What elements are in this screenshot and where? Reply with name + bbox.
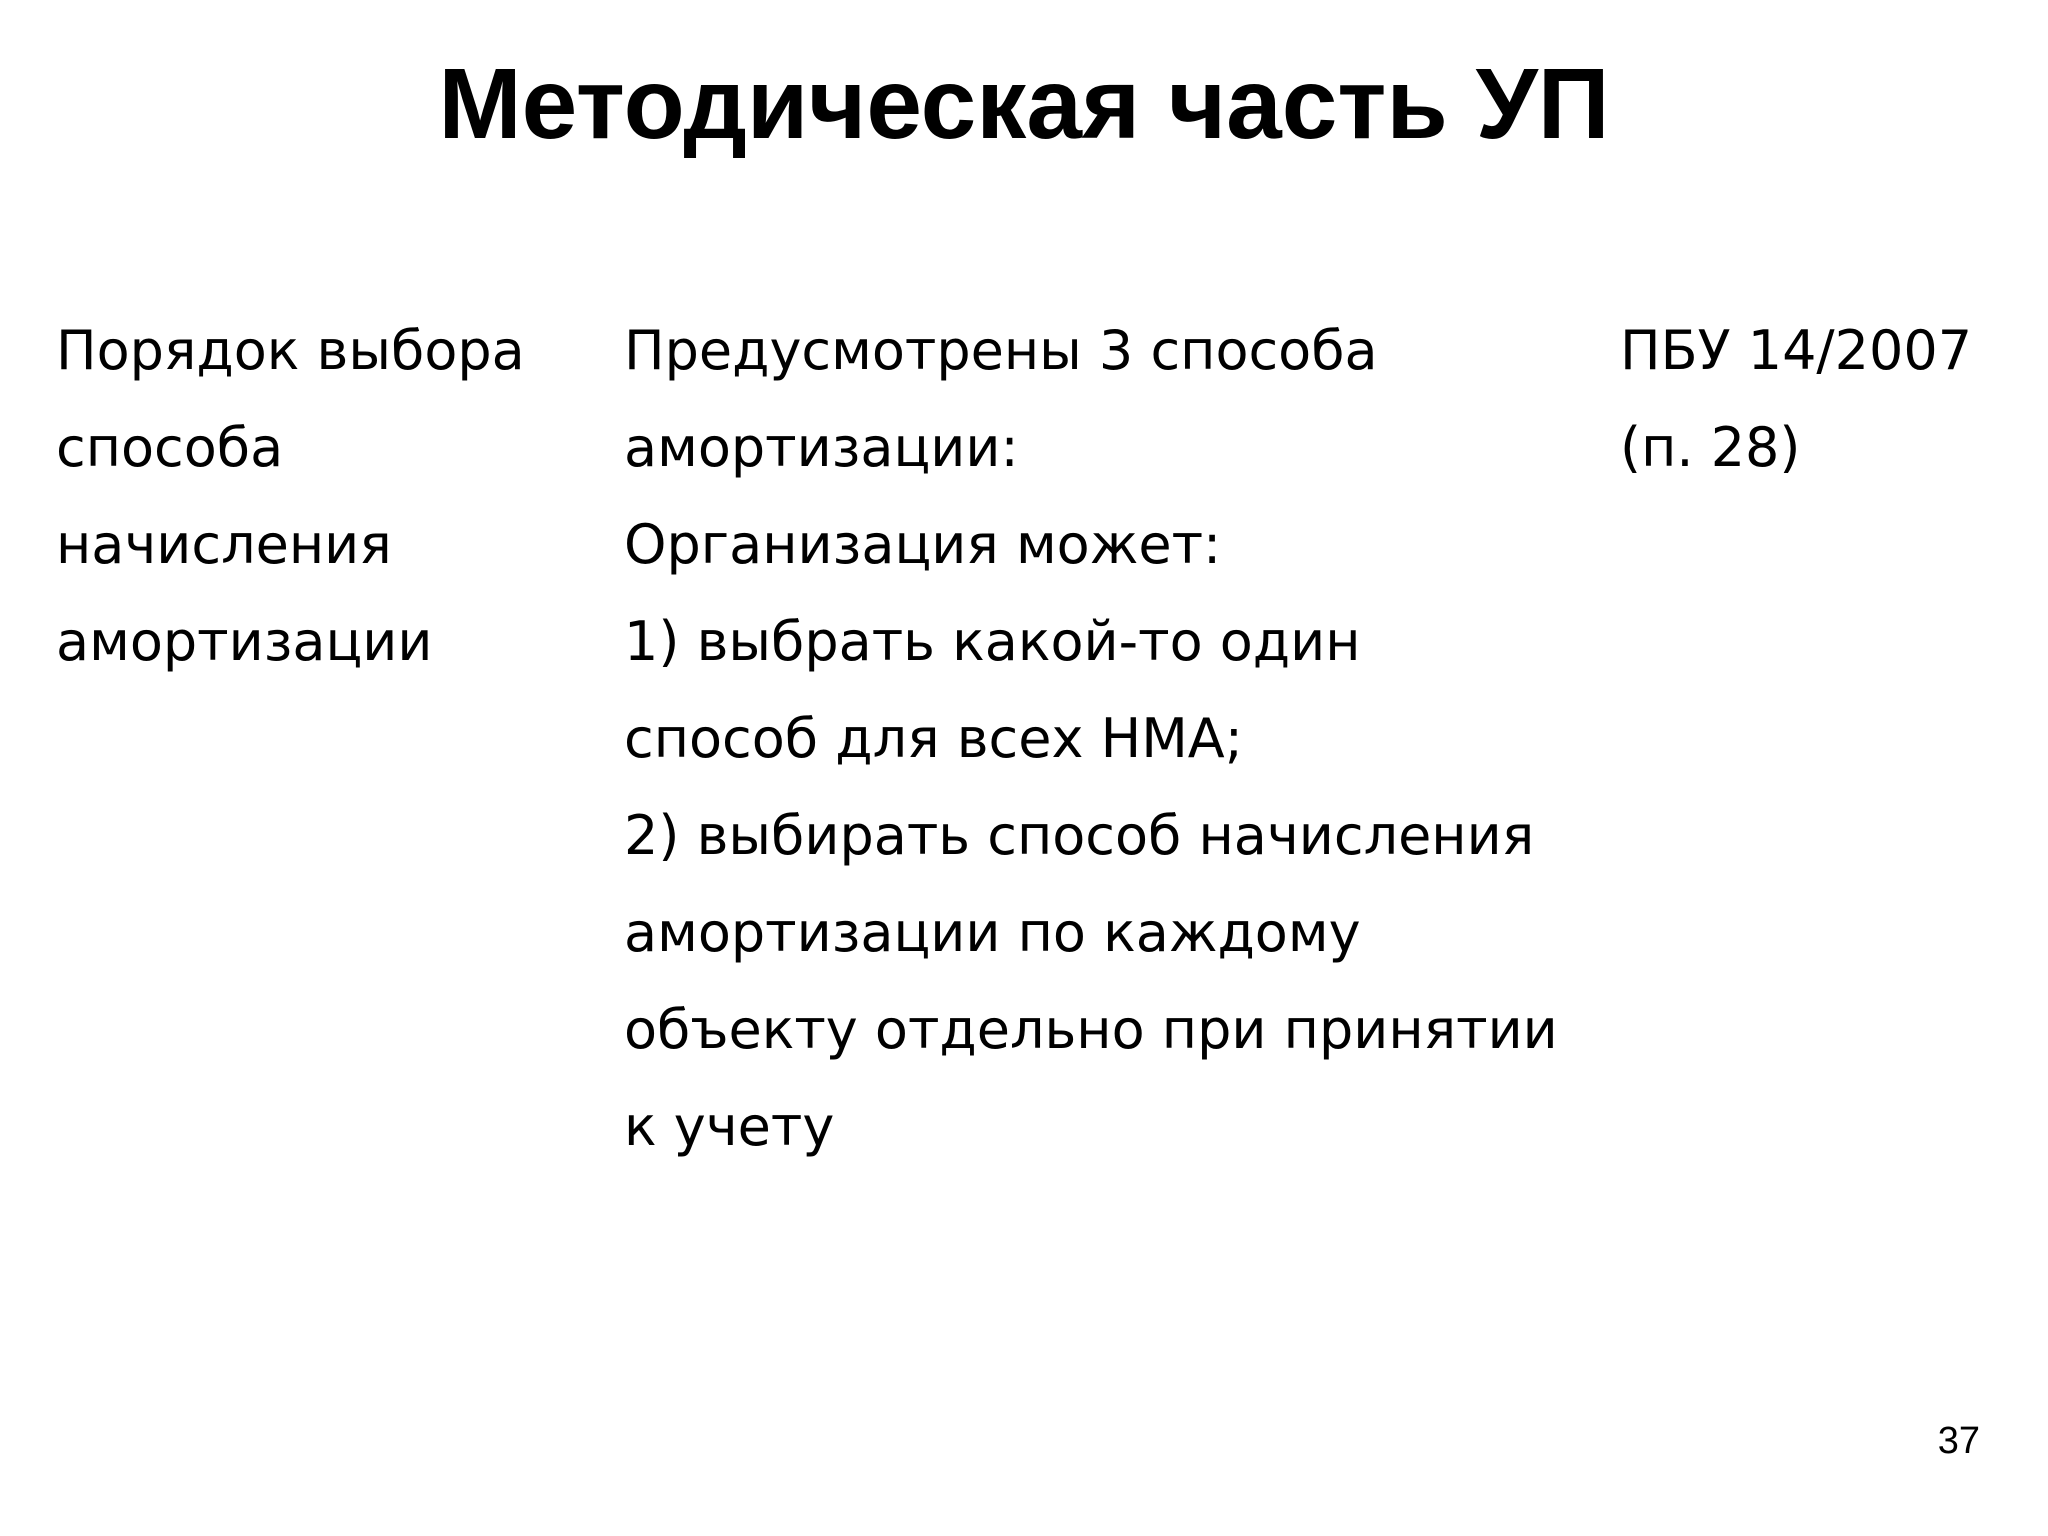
topic-line: способа <box>56 416 284 479</box>
topic-line: амортизации <box>56 610 433 673</box>
description-line: Предусмотрены 3 способа <box>624 319 1378 382</box>
topic-line: начисления <box>56 513 392 576</box>
column-description <box>624 302 1604 1175</box>
column-topic <box>56 302 616 690</box>
description-line: 2) выбирать способ начисления <box>624 804 1535 867</box>
description-line: к учету <box>624 1095 835 1158</box>
description-line: амортизации по каждому <box>624 901 1361 964</box>
description-line: объекту отдельно при принятии <box>624 998 1558 1061</box>
reference-line: ПБУ 14/2007 <box>1620 319 1973 382</box>
reference-line: (п. 28) <box>1620 416 1801 479</box>
description-line: Организация может: <box>624 513 1222 576</box>
column-reference <box>1620 302 2040 496</box>
slide-number: 37 <box>1937 1420 1980 1462</box>
description-line: способ для всех НМА; <box>624 707 1243 770</box>
description-line: 1) выбрать какой-то один <box>624 610 1361 673</box>
description-line: амортизации: <box>624 416 1019 479</box>
topic-line: Порядок выбора <box>56 319 525 382</box>
slide-title: Методическая часть УП <box>438 48 1610 160</box>
